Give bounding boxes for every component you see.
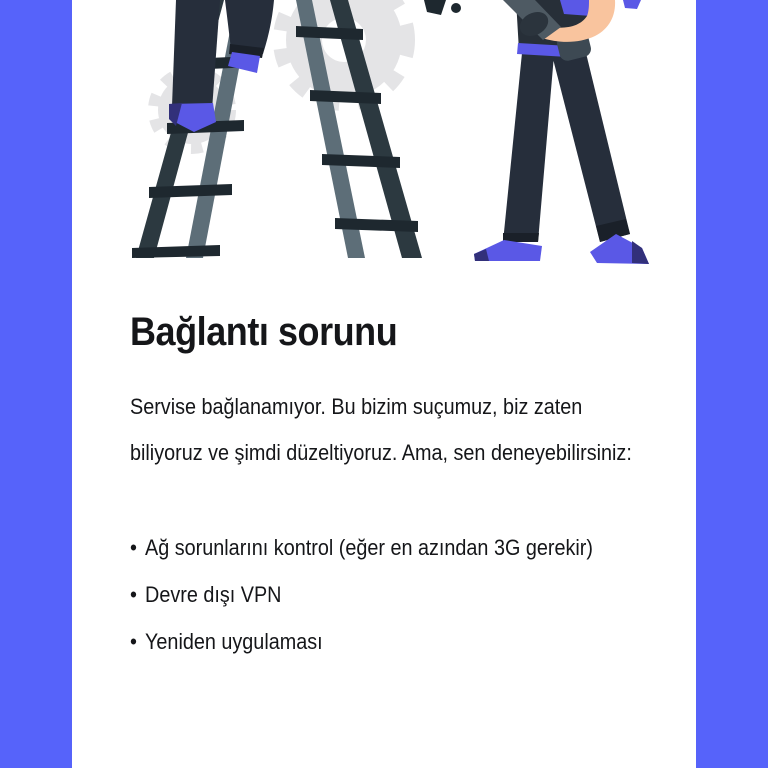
bullet-icon: • <box>130 629 137 654</box>
bullet-icon: • <box>130 535 137 560</box>
list-item <box>130 571 634 618</box>
list-item <box>130 618 634 665</box>
suggestion-list <box>130 524 690 665</box>
bullet-icon: • <box>130 582 137 607</box>
connection-lost-illustration <box>72 0 696 270</box>
error-content <box>72 312 696 665</box>
page-title: Bağlantı sorunu <box>130 310 398 354</box>
error-description: Servise bağlanamıyor. Bu bizim suçumuz, biz zaten biliyoruz ve şimdi düzeltiyoruz. Ama, sen deneyebilirsiniz: <box>130 394 632 465</box>
list-item <box>130 524 634 571</box>
wrench-icon <box>424 0 461 15</box>
suggestion-text: Ağ sorunlarını kontrol (eğer en azından 3G gerekir) <box>145 535 593 560</box>
content-card <box>72 0 696 768</box>
illustration-svg <box>72 0 696 270</box>
suggestion-text: Devre dışı VPN <box>145 582 282 607</box>
suggestion-text: Yeniden uygulaması <box>145 629 323 654</box>
standing-person <box>474 0 649 264</box>
